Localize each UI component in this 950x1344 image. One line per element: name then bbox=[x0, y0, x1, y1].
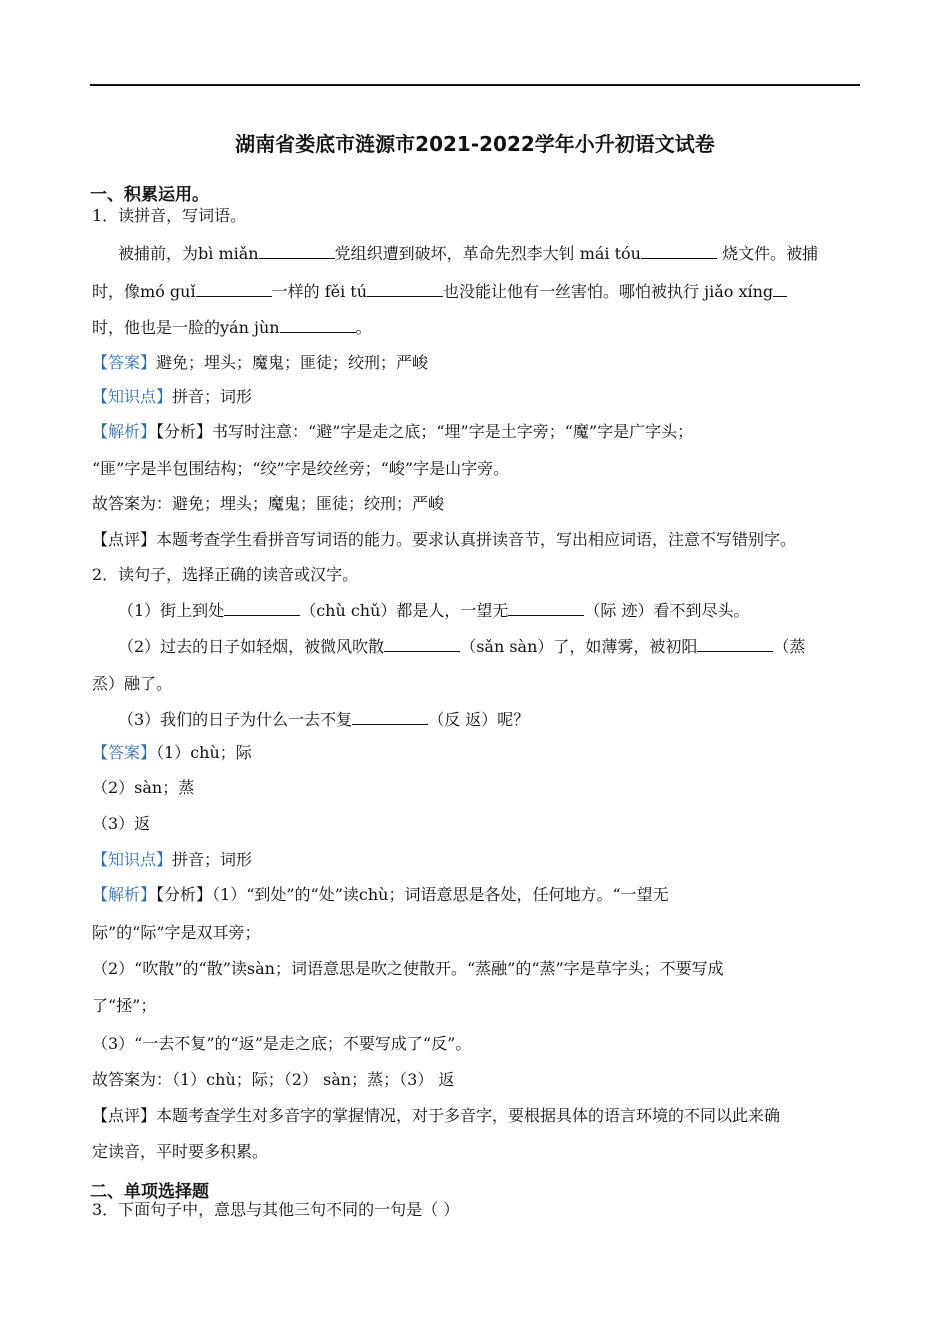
q1-line-2: 时，像mó guǐ 一样的 fěi tú 也没能让他有一丝害怕。哪怕被执行 jiǎo xíng bbox=[92, 280, 787, 303]
answer-blank bbox=[384, 635, 460, 652]
answer-blank bbox=[773, 280, 787, 297]
q2-comment: 【点评】本题考查学生对多音字的掌握情况，对于多音字，要根据具体的语言环境的不同以此来确 bbox=[92, 1106, 781, 1125]
q2-analysis-line-3: （2）“吹散”的“散”读sàn；词语意思是吹之使散开。“蒸融”的“蒸”字是草字头；不要写成 bbox=[92, 959, 724, 978]
answer-blank bbox=[196, 280, 272, 297]
q2-sentence-1: （1）街上到处 （chù chǔ）都是人，一望无 （际 迹）看不到尽头。 bbox=[118, 601, 750, 620]
q2-answer: 【答案】（1）chù；际 bbox=[92, 743, 252, 762]
section-heading-2: 二、单项选择题 bbox=[90, 1182, 209, 1202]
answer-blank bbox=[352, 708, 428, 725]
q2-knowledge-point: 【知识点】拼音；词形 bbox=[92, 850, 253, 869]
q2-sentence-2: （2）过去的日子如轻烟，被微风吹散 （sǎn sàn）了，如薄雾，被初阳 （蒸 bbox=[118, 637, 806, 656]
section-heading-1: 一、积累运用。 bbox=[90, 185, 209, 205]
q1-analysis-line-2: “匪”字是半包围结构；“绞”字是绞丝旁；“峻”字是山字旁。 bbox=[92, 459, 510, 478]
q2-sentence-3: （3）我们的日子为什么一去不复 （反 返）呢？ bbox=[118, 710, 530, 729]
q2-analysis-line-2: 际”的“际”字是双耳旁； bbox=[92, 923, 261, 942]
q2-stem: 2．读句子，选择正确的读音或汉字。 bbox=[92, 565, 359, 584]
q1-line-1: 被捕前，为bì miǎn 党组织遭到破坏，革命先烈李大钊 mái tóu 烧文件。被捕 bbox=[118, 244, 819, 263]
page-title: 湖南省娄底市涟源市2021-2022学年小升初语文试卷 bbox=[235, 132, 715, 156]
answer-blank bbox=[641, 242, 717, 259]
q2-analysis-line-5: （3）“一去不复”的“返”是走之底；不要写成了“反”。 bbox=[92, 1034, 472, 1053]
q1-line-3: 时，他也是一脸的yán jùn 。 bbox=[92, 318, 372, 337]
header-rule bbox=[90, 84, 860, 86]
q3-stem: 3．下面句子中，意思与其他三句不同的一句是（ ） bbox=[92, 1200, 460, 1219]
q1-analysis: 【解析】【分析】书写时注意：“避”字是走之底；“埋”字是土字旁；“魔”字是广字头； bbox=[92, 422, 694, 441]
answer-blank bbox=[280, 316, 356, 333]
answer-blank bbox=[508, 599, 584, 616]
answer-blank bbox=[224, 599, 300, 616]
q2-analysis: 【解析】【分析】（1）“到处”的“处”读chù；词语意思是各处，任何地方。“一望无 bbox=[92, 885, 669, 904]
q2-analysis-line-4: 了“拯”； bbox=[92, 996, 157, 1015]
q1-final-answer: 故答案为：避免；埋头；魔鬼；匪徒；绞刑；严峻 bbox=[92, 494, 445, 513]
q2-final-answer: 故答案为：（1）chù；际；（2） sàn；蒸；（3） 返 bbox=[92, 1070, 455, 1089]
q2-comment-line-2: 定读音，平时要多积累。 bbox=[92, 1142, 269, 1161]
q2-answer-2: （2）sàn；蒸 bbox=[92, 778, 195, 797]
q1-comment: 【点评】本题考查学生看拼音写词语的能力。要求认真拼读音节，写出相应词语，注意不写错别字。 bbox=[92, 530, 797, 549]
q2-answer-3: （3）返 bbox=[92, 814, 151, 833]
q1-answer: 【答案】避免；埋头；魔鬼；匪徒；绞刑；严峻 bbox=[92, 353, 429, 372]
q1-stem: 1．读拼音，写词语。 bbox=[92, 206, 247, 225]
answer-blank bbox=[367, 280, 443, 297]
answer-blank bbox=[259, 242, 335, 259]
q2-sentence-2-cont: 烝）融了。 bbox=[92, 674, 173, 693]
q1-knowledge-point: 【知识点】拼音；词形 bbox=[92, 387, 253, 406]
answer-blank bbox=[697, 635, 773, 652]
